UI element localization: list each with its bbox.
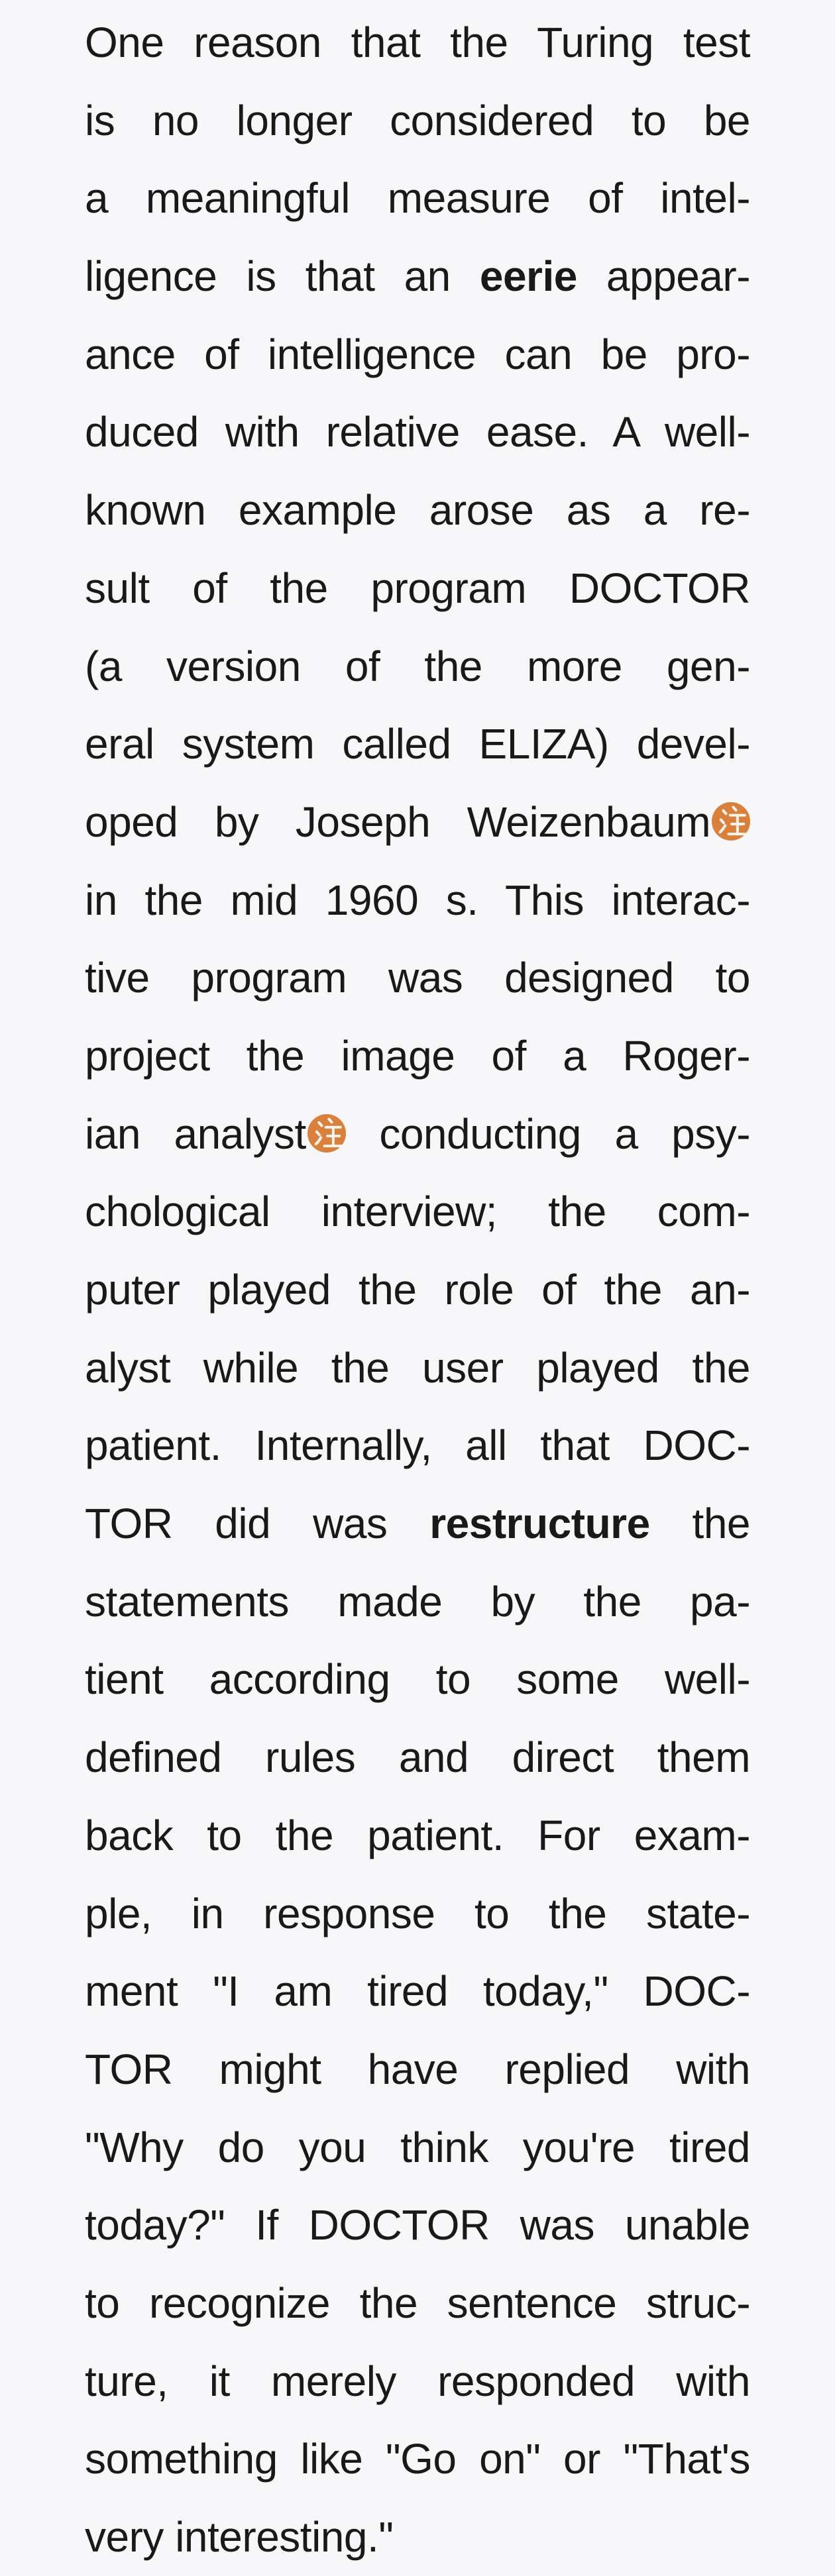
text-run: back to the patient. For exam- [85, 1811, 750, 1859]
text-line [85, 939, 750, 1017]
text-run: tient according to some well- [85, 1655, 750, 1704]
text-line [85, 2187, 750, 2265]
text-run: something like "Go on" or "That's [85, 2435, 750, 2483]
text-run: chological interview; the com- [85, 1188, 750, 1236]
text-line [85, 550, 750, 628]
text-line [85, 1329, 750, 1408]
text-line [85, 393, 750, 472]
text-run: puter played the role of the an- [85, 1266, 750, 1314]
emphasis-text: restructure [429, 1500, 650, 1548]
text-line [85, 238, 750, 316]
text-line [85, 2420, 750, 2499]
text-run: TOR might have replied with [85, 2045, 750, 2093]
text-line [85, 1017, 750, 1096]
text-run: duced with relative ease. A well- [85, 408, 750, 456]
text-run: oped by Joseph Weizenbaum [85, 798, 710, 846]
text-line [85, 1719, 750, 1797]
text-line [85, 316, 750, 394]
text-line [85, 1251, 750, 1329]
text-run: conducting a psy- [345, 1109, 750, 1158]
text-line [85, 1407, 750, 1485]
text-line [85, 1173, 750, 1251]
text-run: TOR did was [85, 1500, 430, 1548]
text-run: (a version of the more gen- [85, 642, 750, 690]
text-run: in the mid 1960 s. This interac- [85, 876, 750, 924]
text-run: statements made by the pa- [85, 1577, 750, 1625]
text-run: ligence is that an [85, 252, 480, 301]
annotation-icon[interactable] [712, 802, 750, 841]
text-line [85, 4, 750, 82]
text-run: ple, in response to the state- [85, 1889, 750, 1937]
text-run: is no longer considered to be [85, 96, 750, 144]
text-run: One reason that the Turing test [85, 19, 750, 66]
text-run: ian analyst [85, 1109, 306, 1158]
text-run: appear- [577, 252, 750, 301]
text-run: ance of intelligence can be pro- [85, 330, 750, 378]
text-run: defined rules and direct them [85, 1733, 750, 1782]
paragraph [85, 4, 750, 2576]
text-run: known example arose as a re- [85, 486, 750, 535]
text-run: the [649, 1500, 750, 1548]
text-line [85, 705, 750, 784]
text-line [85, 1485, 750, 1563]
text-line [85, 1875, 750, 1953]
text-line [85, 628, 750, 706]
text-line [85, 862, 750, 940]
text-run: ment "I am tired today," DOC- [85, 1967, 750, 2016]
text-line [85, 1953, 750, 2031]
text-line [85, 2343, 750, 2421]
text-line [85, 472, 750, 550]
text-line [85, 2265, 750, 2343]
text-run: today?" If DOCTOR was unable [85, 2201, 750, 2249]
text-run: ture, it merely responded with [85, 2357, 750, 2405]
text-line [85, 2109, 750, 2187]
text-line [85, 160, 750, 238]
text-line [85, 1641, 750, 1719]
text-run: project the image of a Roger- [85, 1031, 750, 1080]
text-run: alyst while the user played the [85, 1343, 750, 1392]
text-run: very interesting." [85, 2513, 394, 2561]
text-line [85, 2031, 750, 2109]
text-run: eral system called ELIZA) devel- [85, 720, 750, 768]
annotation-icon[interactable] [307, 1114, 346, 1153]
text-run: tive program was designed to [85, 954, 750, 1002]
text-line [85, 784, 750, 862]
emphasis-text: eerie [479, 252, 577, 301]
text-run: patient. Internally, all that DOC- [85, 1421, 750, 1470]
text-run: sult of the program DOCTOR [85, 564, 750, 612]
text-line [85, 1797, 750, 1875]
text-run: a meaningful measure of intel- [85, 174, 750, 223]
text-line [85, 1096, 750, 1174]
text-line [85, 82, 750, 160]
text-run: "Why do you think you're tired [85, 2123, 750, 2171]
text-line [85, 2499, 750, 2576]
text-run: to recognize the sentence struc- [85, 2279, 750, 2327]
text-line [85, 1563, 750, 1641]
